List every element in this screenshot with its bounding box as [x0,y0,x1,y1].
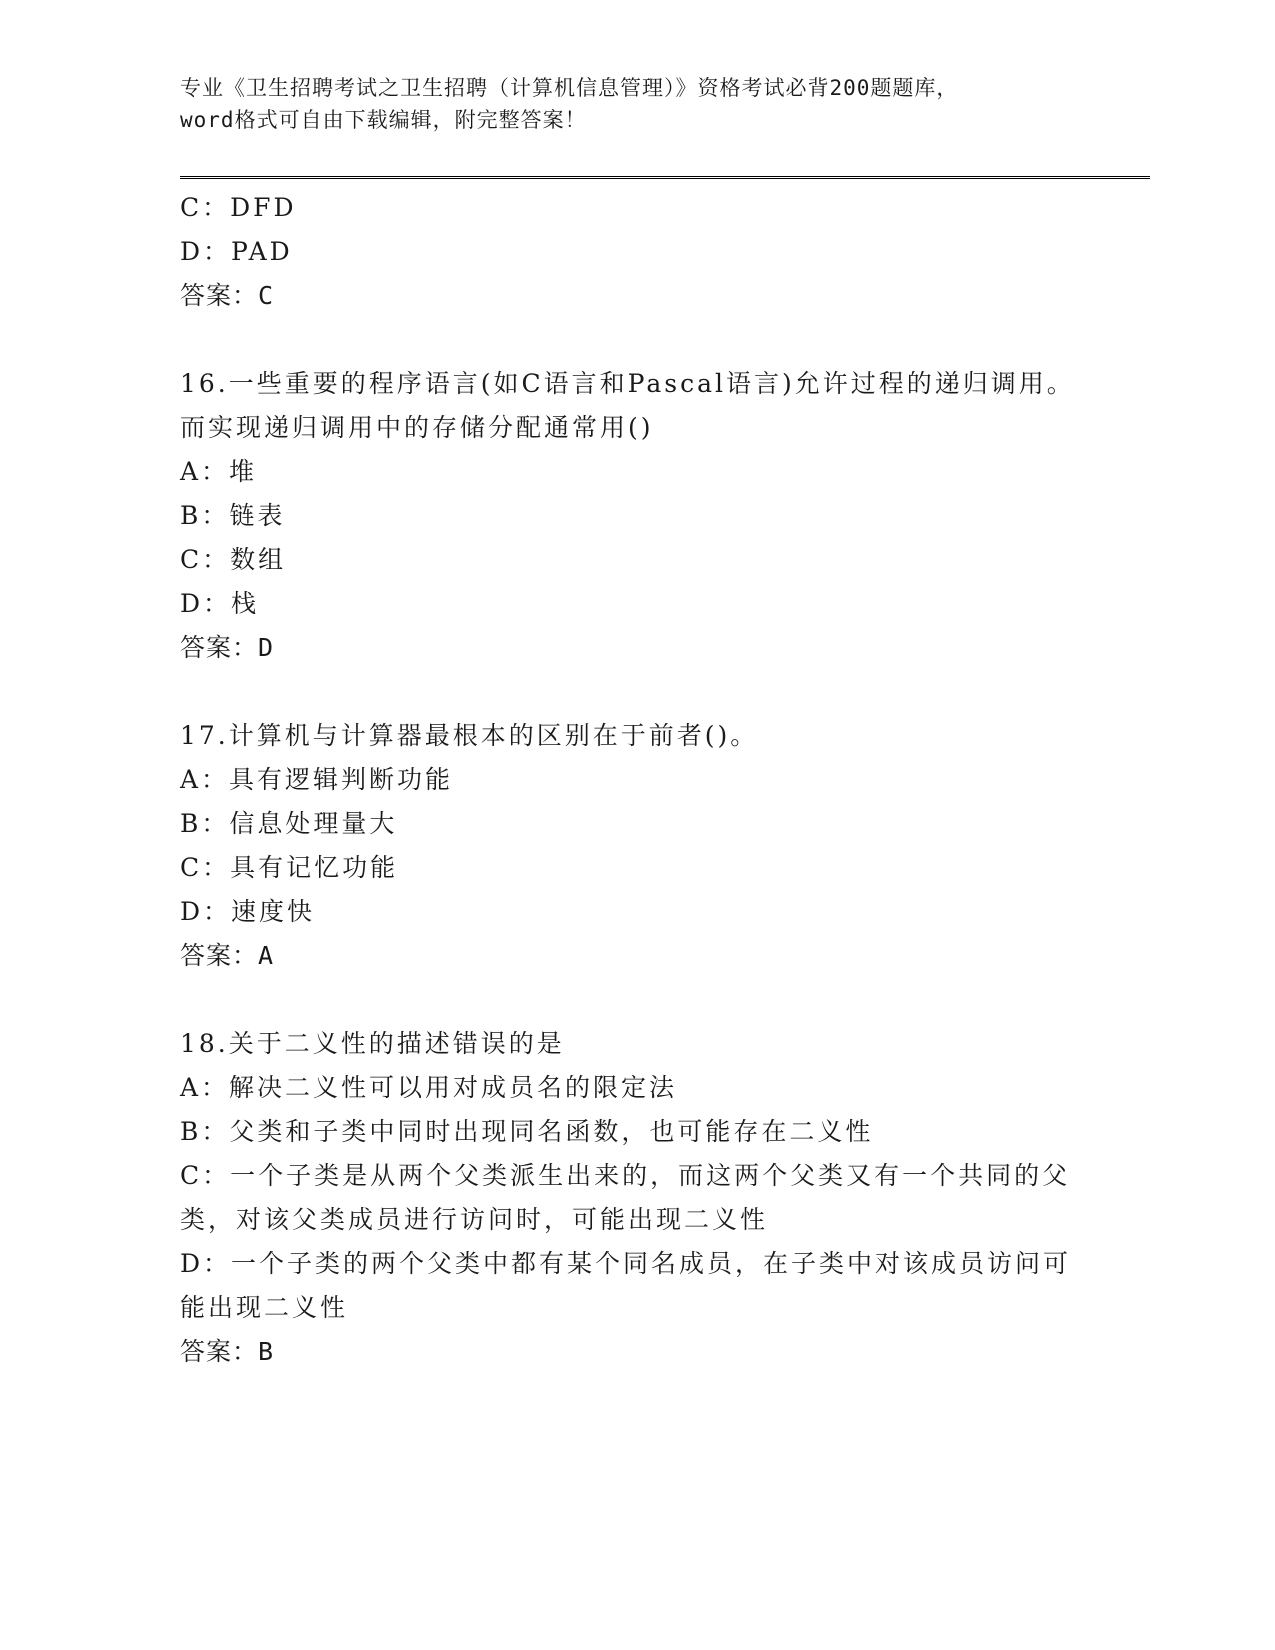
question-stem: 18.关于二义性的描述错误的是 [180,1029,565,1058]
answer: 答案：D [180,633,275,662]
question-stem: 17.计算机与计算器最根本的区别在于前者()。 [180,721,759,750]
option-a: A：堆 [180,457,258,486]
option-b: B：信息处理量大 [180,809,398,838]
question-17 [180,714,1080,978]
option-d: D：一个子类的两个父类中都有某个同名成员，在子类中对该成员访问可能出现二义性 [180,1249,1072,1322]
option-d: D：速度快 [180,897,316,926]
answer: 答案：A [180,941,275,970]
header-divider [180,176,1150,182]
option-c: C：数组 [180,545,287,574]
question-list [180,186,1080,1374]
option-c: C：一个子类是从两个父类派生出来的，而这两个父类又有一个共同的父类，对该父类成员进行访问时，可能出现二义性 [180,1161,1071,1234]
option-d: D：栈 [180,589,260,618]
question-18 [180,1022,1080,1374]
question-stem: 16.一些重要的程序语言(如C语言和Pascal语言)允许过程的递归调用。而实现递归调用中的存储分配通常用() [180,369,1075,442]
header-line-1: 专业《卫生招聘考试之卫生招聘（计算机信息管理）》资格考试必背200题题库， [180,76,959,100]
option-c: C：DFD [180,193,297,222]
option-c: C：具有记忆功能 [180,853,399,882]
answer: 答案：C [180,281,275,310]
header-line-2: word格式可自由下载编辑，附完整答案！ [180,108,587,132]
option-b: B：父类和子类中同时出现同名函数，也可能存在二义性 [180,1117,874,1146]
document-header [180,72,1080,136]
option-d: D：PAD [180,237,293,266]
question-16 [180,362,1080,670]
option-b: B：链表 [180,501,286,530]
previous-question-tail [180,186,1080,318]
option-a: A：解决二义性可以用对成员名的限定法 [180,1073,678,1102]
option-a: A：具有逻辑判断功能 [180,765,454,794]
answer: 答案：B [180,1337,275,1366]
